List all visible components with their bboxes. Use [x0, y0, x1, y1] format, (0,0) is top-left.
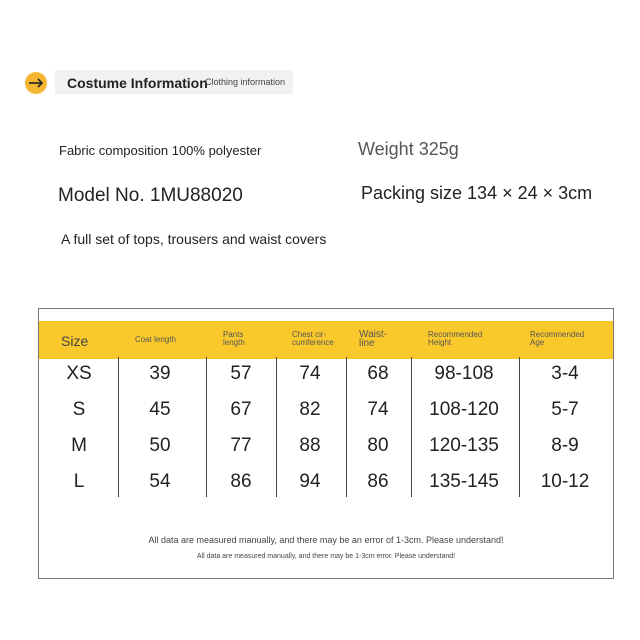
table-cell-waist: 74 — [367, 399, 389, 420]
header-recommended-age — [530, 331, 584, 347]
arrow-right-icon — [25, 72, 47, 94]
header-pants-length — [223, 331, 245, 347]
table-cell-age: 5-7 — [551, 399, 579, 420]
header-age-line2: Age — [530, 338, 545, 347]
column-divider — [346, 357, 347, 497]
table-cell-size: L — [73, 471, 85, 492]
table-cell-coat: 50 — [149, 435, 171, 456]
header-waist-line2: line — [359, 338, 375, 349]
header-chest-line1: Chest cir- — [292, 330, 327, 339]
table-cell-chest: 94 — [299, 471, 321, 492]
header-recommended-height — [428, 331, 482, 347]
measurement-note: All data are measured manually, and there may be an error of 1-3cm. Please understand! — [148, 535, 504, 545]
header-height-line2: Height — [428, 338, 452, 347]
header-age-line1: Recommended — [530, 330, 585, 339]
header-pants-line1: Pants — [223, 330, 244, 339]
table-cell-chest: 82 — [299, 399, 321, 420]
section-subtitle: Clothing information — [205, 77, 286, 87]
table-cell-height: 120-135 — [429, 435, 499, 456]
header-size: Size — [61, 333, 89, 349]
column-divider — [411, 357, 412, 497]
header-waistline — [359, 330, 387, 348]
table-cell-height: 98-108 — [434, 363, 494, 384]
measurement-note-small: All data are measured manually, and there may be 1-3cm error. Please understand! — [196, 553, 456, 560]
table-cell-pants: 77 — [230, 435, 252, 456]
column-divider — [276, 357, 277, 497]
header-height-line1: Recommended — [428, 330, 483, 339]
header-pants-line2: length — [223, 338, 245, 347]
table-cell-chest: 88 — [299, 435, 321, 456]
table-cell-height: 135-145 — [429, 471, 499, 492]
table-cell-coat: 45 — [149, 399, 171, 420]
table-cell-coat: 54 — [149, 471, 171, 492]
header-coat-length: Coat length — [135, 335, 176, 344]
table-cell-age: 10-12 — [540, 471, 590, 492]
table-cell-age: 3-4 — [551, 363, 579, 384]
fabric-composition: Fabric composition 100% polyester — [59, 143, 262, 158]
section-title: Costume Information — [67, 75, 208, 91]
column-divider — [519, 357, 520, 497]
table-cell-size: XS — [66, 363, 92, 384]
table-cell-waist: 68 — [367, 363, 389, 384]
table-cell-waist: 86 — [367, 471, 389, 492]
table-cell-pants: 86 — [230, 471, 252, 492]
table-cell-age: 8-9 — [551, 435, 579, 456]
table-cell-size: M — [71, 435, 87, 456]
header-waist-line1: Waist- — [359, 329, 387, 340]
model-number: Model No. 1MU88020 — [58, 185, 243, 206]
packing-size: Packing size 134 × 24 × 3cm — [361, 183, 593, 203]
table-cell-chest: 74 — [299, 363, 321, 384]
table-cell-height: 108-120 — [429, 399, 499, 420]
size-table — [38, 308, 614, 579]
weight-text: Weight 325g — [358, 139, 459, 159]
table-cell-size: S — [72, 399, 86, 420]
table-cell-waist: 80 — [367, 435, 389, 456]
header-chest-line2: cumference — [292, 338, 334, 347]
column-divider — [206, 357, 207, 497]
header-chest — [292, 331, 334, 347]
table-header-row — [39, 321, 613, 359]
table-cell-coat: 39 — [149, 363, 171, 384]
set-description: A full set of tops, trousers and waist covers — [61, 231, 327, 247]
table-cell-pants: 57 — [230, 363, 252, 384]
table-cell-pants: 67 — [230, 399, 252, 420]
column-divider — [118, 357, 119, 497]
